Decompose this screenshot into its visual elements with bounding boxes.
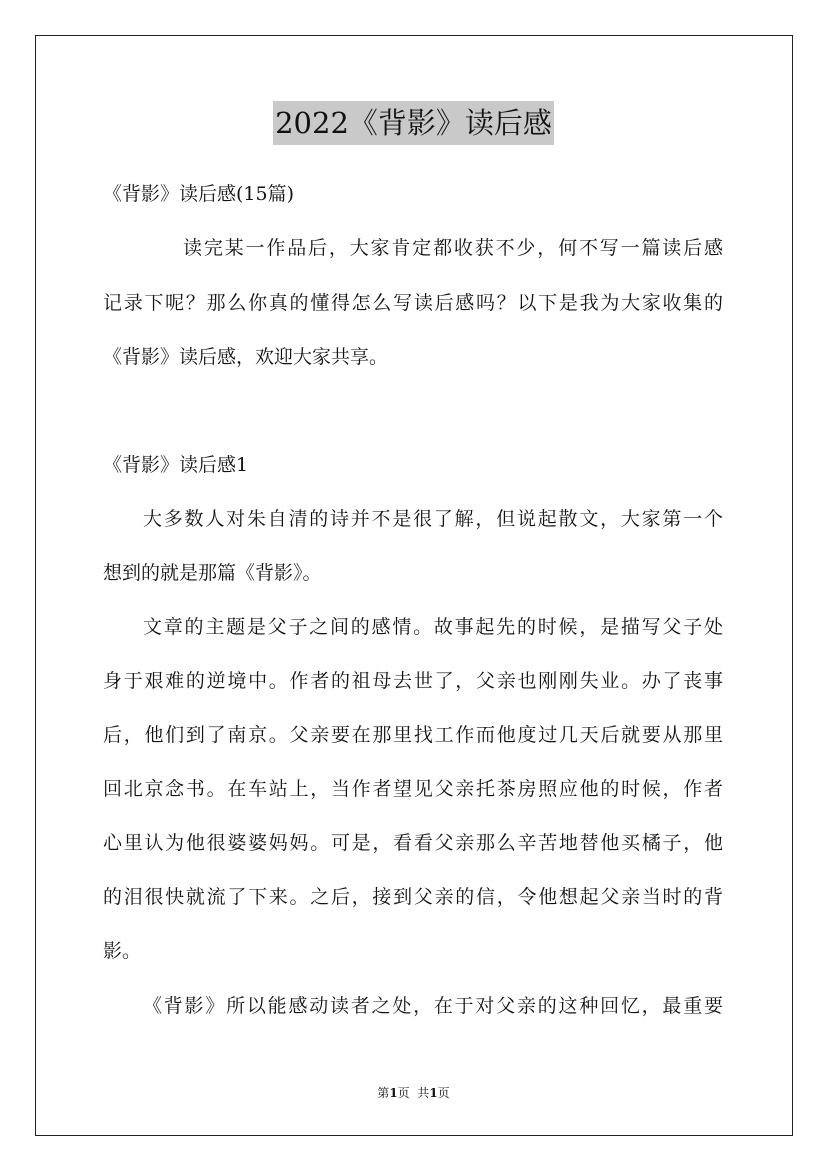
- footer-page-current: 1: [389, 1086, 398, 1100]
- footer-page-total: 1: [429, 1086, 438, 1100]
- paragraph-2-line-4: 回北京念书。在车站上，当作者望见父亲托茶房照应他的时候，作者: [103, 778, 723, 800]
- page-footer: [0, 1084, 827, 1102]
- paragraph-1-line-1: 大多数人对朱自清的诗并不是很了解，但说起散文，大家第一个: [143, 508, 723, 530]
- footer-page-prefix: 第: [377, 1086, 390, 1100]
- intro-line-3: 《背影》读后感，欢迎大家共享。: [103, 346, 389, 368]
- paragraph-3-line-1: 《背影》所以能感动读者之处，在于对父亲的这种回忆，最重要: [143, 995, 723, 1017]
- intro-line-1: 读完某一作品后，大家肯定都收获不少，何不写一篇读后感: [183, 237, 723, 259]
- intro-line-2: 记录下呢？那么你真的懂得怎么写读后感吗？以下是我为大家收集的: [103, 292, 723, 314]
- paragraph-1-line-2: 想到的就是那篇《背影》。: [103, 562, 322, 584]
- paragraph-2-line-2: 身于艰难的逆境中。作者的祖母去世了，父亲也刚刚失业。办了丧事: [103, 670, 723, 692]
- paragraph-2-line-7: 影。: [103, 940, 142, 962]
- footer-page-suffix: 页: [437, 1086, 450, 1100]
- paragraph-2-line-1: 文章的主题是父子之间的感情。故事起先的时候，是描写父子处: [143, 616, 723, 638]
- paragraph-2-line-3: 后，他们到了南京。父亲要在那里找工作而他度过几天后就要从那里: [103, 724, 723, 746]
- page-title: 2022《背影》读后感: [273, 101, 554, 145]
- footer-page-mid: 页 共: [397, 1086, 430, 1100]
- title-container: [0, 101, 827, 145]
- paragraph-2-line-6: 的泪很快就流了下来。之后，接到父亲的信，令他想起父亲当时的背: [103, 886, 723, 908]
- paragraph-2-line-5: 心里认为他很婆婆妈妈。可是，看看父亲那么辛苦地替他买橘子，他: [103, 832, 723, 854]
- subtitle: 《背影》读后感(15篇): [103, 183, 295, 205]
- section-heading: 《背影》读后感1: [103, 454, 249, 476]
